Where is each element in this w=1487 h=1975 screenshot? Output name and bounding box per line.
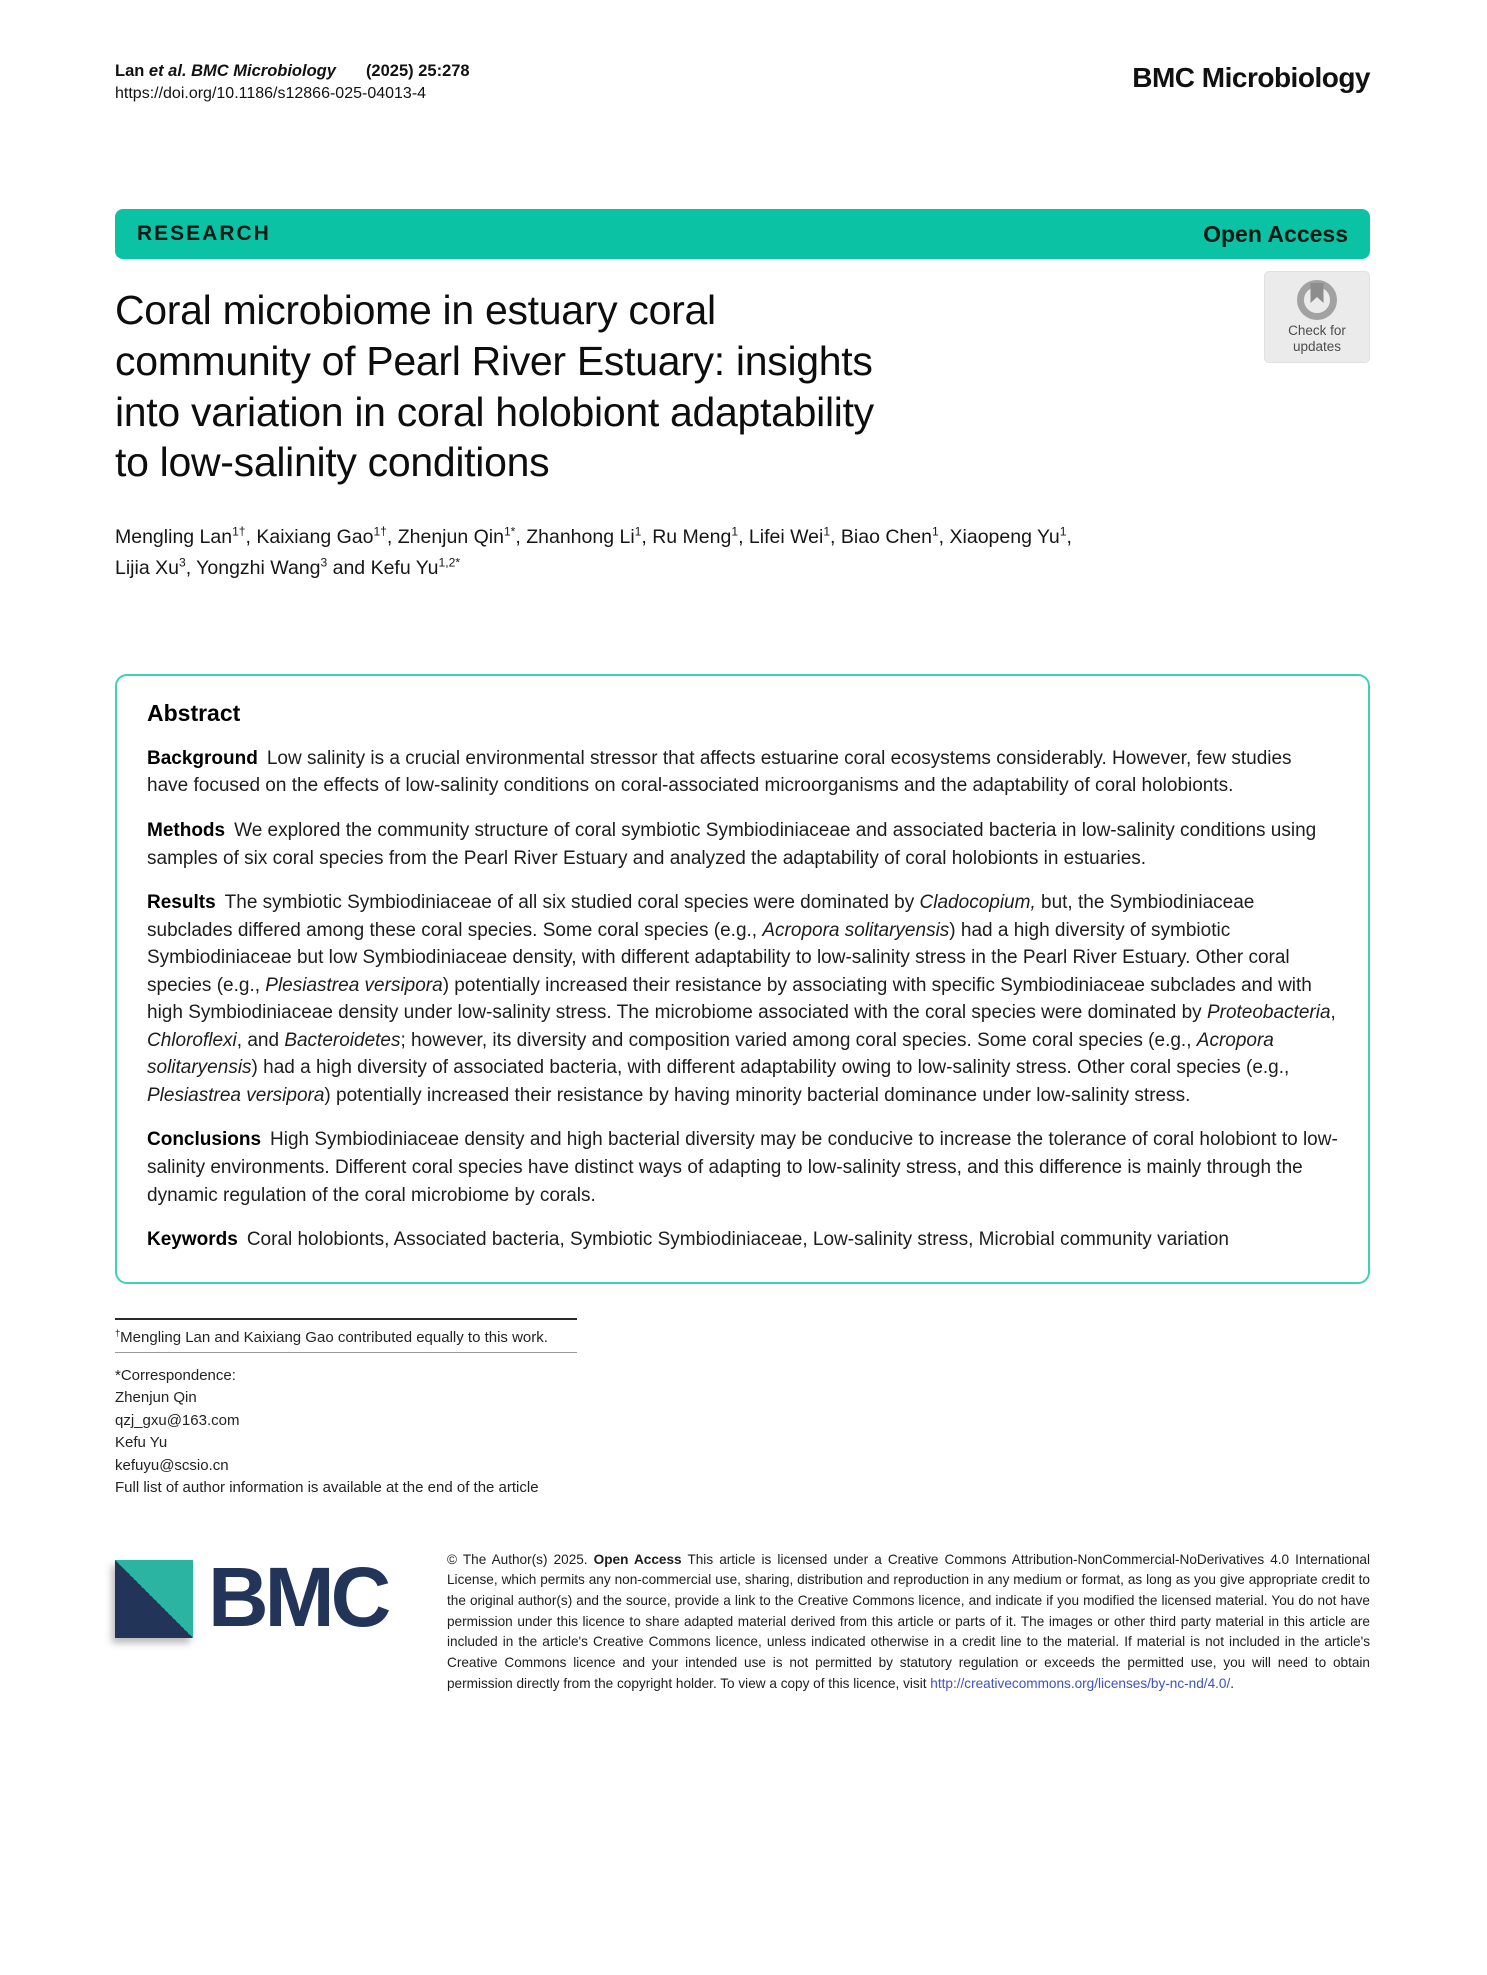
license-body: © The Author(s) 2025. Open Access This article is licensed under a Creative Commons Attribution-NonCommercial-NoDerivatives 4.0 International License, which permits any non-commercial use, sharing, distribution and reproduction in any medium or format, as long as you give appropriate credit to the original author(s) and the source, provide a link to the Creative Commons licence, and indicate if you modified the licensed material. You do not have permission under this licence to share adapted material derived from this article or parts of it. The images or other third party material in this article are included in the article's Creative Commons licence, unless indicated otherwise in a credit line to the material. If material is not included in the article's Creative Commons licence and your intended use is not permitted by statutory regulation or exceeds the permitted use, you will need to obtain permission directly from the copyright holder. To view a copy of this licence, visit bbox=[447, 1551, 1370, 1691]
article-type-label: RESEARCH bbox=[137, 222, 271, 245]
doi-link[interactable]: https://doi.org/10.1186/s12866-025-04013-4 bbox=[115, 85, 427, 102]
license-text bbox=[447, 1550, 1370, 1695]
equal-contribution-note: †Mengling Lan and Kaixiang Gao contributed equally to this work. bbox=[115, 1327, 548, 1346]
citation-volume: (2025) 25:278 bbox=[365, 62, 470, 80]
results-text: The symbiotic Symbiodiniaceae of all six studied coral species were dominated by Cladocopium, but, the Symbiodiniaceae subclades differed among these coral species. Some coral species (e.g., Acropora solitaryensis) had a high diversity of symbiotic Symbiodiniaceae but low Symbiodiniaceae density, with different adaptability to low-salinity stress in the Pearl River Estuary. Other coral species (e.g., Plesiastrea versipora) potentially increased their resistance by associating with specific Symbiodiniaceae subclades and with high Symbiodiniaceae density under low-salinity stress. The microbiome associated with the coral species were dominated by Proteobacteria, Chloroflexi, and Bacteroidetes; however, its diversity and composition varied among coral species. Some coral species (e.g., Acropora solitaryensis) had a high diversity of associated bacteria, with different adaptability owing to low-salinity stress. Other coral species (e.g., Plesiastrea versipora) potentially increased their resistance by having minority bacterial dominance under low-salinity stress. bbox=[147, 892, 1336, 1106]
abstract-background bbox=[147, 745, 1338, 800]
bookmark-circle-icon bbox=[1297, 280, 1337, 320]
abstract-methods bbox=[147, 817, 1338, 872]
research-banner bbox=[115, 209, 1370, 259]
footnote-rule bbox=[115, 1318, 577, 1320]
correspondent-email[interactable]: kefuyu@scsio.cn bbox=[115, 1456, 229, 1474]
abstract-results bbox=[147, 889, 1338, 1109]
citation-block bbox=[115, 62, 470, 103]
article-title bbox=[115, 285, 1264, 488]
results-label: Results bbox=[147, 892, 216, 914]
license-period: . bbox=[1230, 1675, 1235, 1691]
methods-text: We explored the community structure of coral symbiotic Symbiodiniaceae and associated bacteria in low-salinity conditions using samples of six coral species from the Pearl River Estuary and analyzed the adaptability of coral holobionts in estuaries. bbox=[147, 820, 1317, 869]
title-line: to low-salinity conditions bbox=[115, 439, 550, 486]
check-for-updates-label: updates bbox=[1292, 339, 1342, 355]
bmc-logo-text: BMC bbox=[208, 1549, 388, 1644]
footnote-divider bbox=[115, 1352, 577, 1353]
bmc-logo bbox=[115, 1549, 447, 1644]
abstract-conclusions bbox=[147, 1126, 1338, 1209]
abstract-box bbox=[115, 674, 1370, 1284]
page-footer bbox=[115, 1550, 1370, 1695]
journal-name: BMC Microbiology bbox=[1132, 62, 1370, 93]
bmc-logo-square-icon bbox=[115, 1560, 193, 1638]
citation-authors: Lan bbox=[115, 62, 149, 80]
page-header bbox=[115, 62, 1370, 103]
open-access-label: Open Access bbox=[1203, 220, 1348, 247]
correspondence-label: *Correspondence: bbox=[115, 1366, 236, 1384]
author-list bbox=[115, 522, 1370, 584]
background-label: Background bbox=[147, 747, 258, 769]
citation-line bbox=[115, 62, 470, 81]
abstract-heading: Abstract bbox=[147, 699, 241, 726]
author-info-note: Full list of author information is available at the end of the article bbox=[115, 1479, 539, 1497]
title-line: into variation in coral holobiont adaptability bbox=[115, 388, 874, 435]
license-link[interactable]: http://creativecommons.org/licenses/by-nc-nd/4.0/ bbox=[930, 1675, 1231, 1691]
correspondent-name: Kefu Yu bbox=[115, 1434, 168, 1452]
methods-label: Methods bbox=[147, 820, 226, 841]
abstract-keywords bbox=[147, 1226, 1338, 1254]
correspondent-email[interactable]: qzj_gxu@163.com bbox=[115, 1411, 240, 1429]
title-line: community of Pearl River Estuary: insights bbox=[115, 337, 873, 384]
conclusions-label: Conclusions bbox=[147, 1129, 262, 1151]
check-for-updates-badge[interactable] bbox=[1264, 271, 1370, 363]
check-for-updates-label: Check for bbox=[1288, 323, 1346, 338]
author-line-1: Mengling Lan$^{1\dagger}$, Kaixiang Gao$^{1\dagger}$, Zhenjun Qin$^{1*}$, Zhanhong Li$^1$, Ru Meng$^1$, Lifei Wei$^1$, Biao Chen$^1$, Xiaopeng Yu$^1$, bbox=[115, 524, 1072, 549]
background-text: Low salinity is a crucial environmental stressor that affects estuarine coral ecosystems considerably. However, few studies have focused on the effects of low-salinity conditions on coral-associated microorganisms and the adaptability of coral holobionts. bbox=[147, 747, 1292, 797]
correspondent-name: Zhenjun Qin bbox=[115, 1389, 197, 1407]
title-line: Coral microbiome in estuary coral bbox=[115, 287, 716, 333]
conclusions-text: High Symbiodiniaceae density and high bacterial diversity may be conducive to increase the tolerance of coral holobiont to low-salinity environments. Different coral species have distinct ways of adapting to low-salinity stress, and this difference is mainly through the dynamic regulation of the coral microbiome by corals. bbox=[147, 1129, 1338, 1206]
citation-journal: et al. BMC Microbiology bbox=[148, 62, 336, 80]
author-line-2: Lijia Xu$^3$, Yongzhi Wang$^3$ and Kefu $Yu^{1,2*}$ bbox=[115, 555, 461, 580]
keywords-text: Coral holobionts, Associated bacteria, Symbiotic Symbiodiniaceae, Low-salinity stress, Microbial community variation bbox=[246, 1229, 1229, 1251]
title-row bbox=[115, 259, 1370, 488]
correspondence-block bbox=[115, 1365, 1370, 1500]
keywords-label: Keywords bbox=[147, 1229, 238, 1251]
